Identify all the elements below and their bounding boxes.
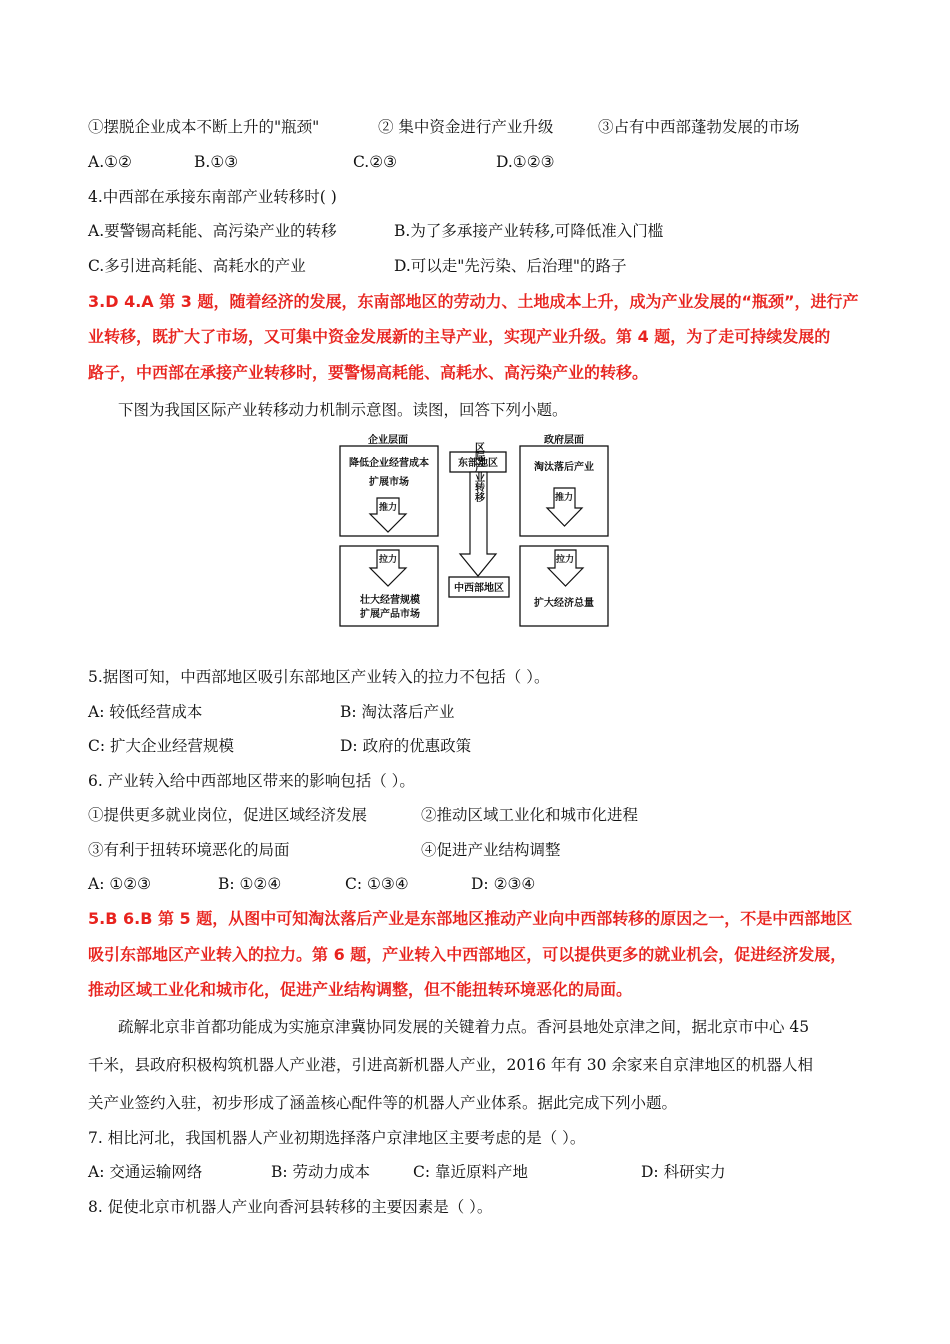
government-header: 政府层面: [544, 435, 584, 446]
government-pull-label: 拉力: [555, 555, 575, 565]
q3-choice-d: D.①②③: [496, 153, 555, 171]
q4-option-c: C.多引进高耗能、高耗水的产业: [88, 257, 306, 275]
intro-56: 下图为我国区际产业转移动力机制示意图。读图，回答下列小题。: [118, 401, 568, 419]
q7-stem: 7. 相比河北，我国机器人产业初期选择落户京津地区主要考虑的是（ ）。: [88, 1129, 586, 1147]
q3-choice-b: B.①③: [194, 153, 239, 171]
q5-stem: 5.据图可知，中西部地区吸引东部地区产业转入的拉力不包括（ ）。: [88, 668, 550, 686]
answer-34-line-1: 3.D 4.A 第 3 题，随着经济的发展，东南部地区的劳动力、土地成本上升，成为产业发展的“瓶颈”，进行产: [88, 292, 859, 311]
enterprise-bottom-line1: 壮大经营规模: [360, 595, 420, 606]
east-region-label: 东部地区: [458, 458, 498, 469]
q6-stem: 6. 产业转入给中西部地区带来的影响包括（ ）。: [88, 772, 415, 790]
answer-34-line-2: 业转移，既扩大了市场，又可集中资金发展新的主导产业，实现产业升级。第 4 题，为了走可持续发展的: [88, 327, 831, 346]
government-top-label: 淘汰落后产业: [534, 462, 594, 473]
q6-option-3: ③有利于扭转环境恶化的局面: [88, 841, 290, 859]
q3-option-1: ①摆脱企业成本不断上升的"瓶颈": [88, 118, 320, 136]
q3-option-3: ③占有中西部蓬勃发展的市场: [598, 118, 800, 136]
enterprise-top-line1: 降低企业经营成本: [349, 458, 429, 469]
q3-choice-a: A.①②: [88, 153, 132, 171]
q4-option-d: D.可以走"先污染、后治理"的路子: [394, 257, 627, 275]
enterprise-pull-label: 拉力: [378, 555, 398, 565]
q5-option-d: D: 政府的优惠政策: [340, 737, 472, 755]
government-push-label: 推力: [554, 493, 574, 503]
q7-option-b: B: 劳动力成本: [271, 1163, 371, 1181]
q5-option-a: A: 较低经营成本: [88, 703, 203, 721]
central-west-label: 中西部地区: [454, 583, 504, 594]
q4-option-b: B.为了多承接产业转移,可降低准入门槛: [394, 222, 664, 240]
enterprise-push-label: 推力: [378, 503, 398, 513]
q3-option-2: ② 集中资金进行产业升级: [378, 118, 554, 136]
enterprise-header: 企业层面: [368, 435, 408, 446]
q3-choice-c: C.②③: [353, 153, 398, 171]
q7-option-a: A: 交通运输网络: [88, 1163, 203, 1181]
q6-choice-c: C: ①③④: [345, 875, 409, 893]
q6-choice-d: D: ②③④: [471, 875, 536, 893]
q6-option-2: ②推动区域工业化和城市化进程: [421, 806, 639, 824]
passage-78-line-1: 疏解北京非首都功能成为实施京津冀协同发展的关键着力点。香河县地处京津之间，据北京市中心 45: [118, 1018, 810, 1036]
enterprise-bottom-line2: 扩展产品市场: [360, 609, 420, 620]
answer-34-line-3: 路子，中西部在承接产业转移时，要警惕高耗能、高耗水、高污染产业的转移。: [88, 363, 649, 382]
q4-stem: 4.中西部在承接东南部产业转移时( ): [88, 188, 337, 206]
answer-56-line-1: 5.B 6.B 第 5 题，从图中可知淘汰落后产业是东部地区推动产业向中西部转移的原因之一，不是中西部地区: [88, 909, 853, 928]
answer-56-line-3: 推动区域工业化和城市化，促进产业结构调整，但不能扭转环境恶化的局面。: [88, 980, 633, 999]
q4-option-a: A.要警锡高耗能、高污染产业的转移: [88, 222, 337, 240]
q6-option-1: ①提供更多就业岗位，促进区域经济发展: [88, 806, 368, 824]
q7-option-d: D: 科研实力: [641, 1163, 726, 1181]
passage-78-line-3: 关产业签约入驻，初步形成了涵盖核心配件等的机器人产业体系。据此完成下列小题。: [88, 1094, 678, 1112]
government-bottom-label: 扩大经济总量: [534, 598, 594, 609]
q5-option-c: C: 扩大企业经营规模: [88, 737, 235, 755]
q6-option-4: ④促进产业结构调整: [421, 841, 561, 859]
q7-option-c: C: 靠近原料产地: [413, 1163, 529, 1181]
passage-78-line-2: 千米，县政府积极构筑机器人产业港，引进高新机器人产业，2016 年有 30 余家来自京津地区的机器人相: [88, 1056, 813, 1074]
enterprise-top-line2: 扩展市场: [369, 477, 409, 488]
q5-option-b: B: 淘汰落后产业: [340, 703, 455, 721]
transfer-label: 区际产业转移: [472, 442, 484, 502]
q8-stem: 8. 促使北京市机器人产业向香河县转移的主要因素是（ ）。: [88, 1198, 493, 1216]
industry-transfer-diagram: [336, 430, 612, 630]
q6-choice-a: A: ①②③: [88, 875, 152, 893]
answer-56-line-2: 吸引东部地区产业转入的拉力。第 6 题，产业转入中西部地区，可以提供更多的就业机会，促进经济发展，: [88, 945, 847, 964]
q6-choice-b: B: ①②④: [218, 875, 282, 893]
